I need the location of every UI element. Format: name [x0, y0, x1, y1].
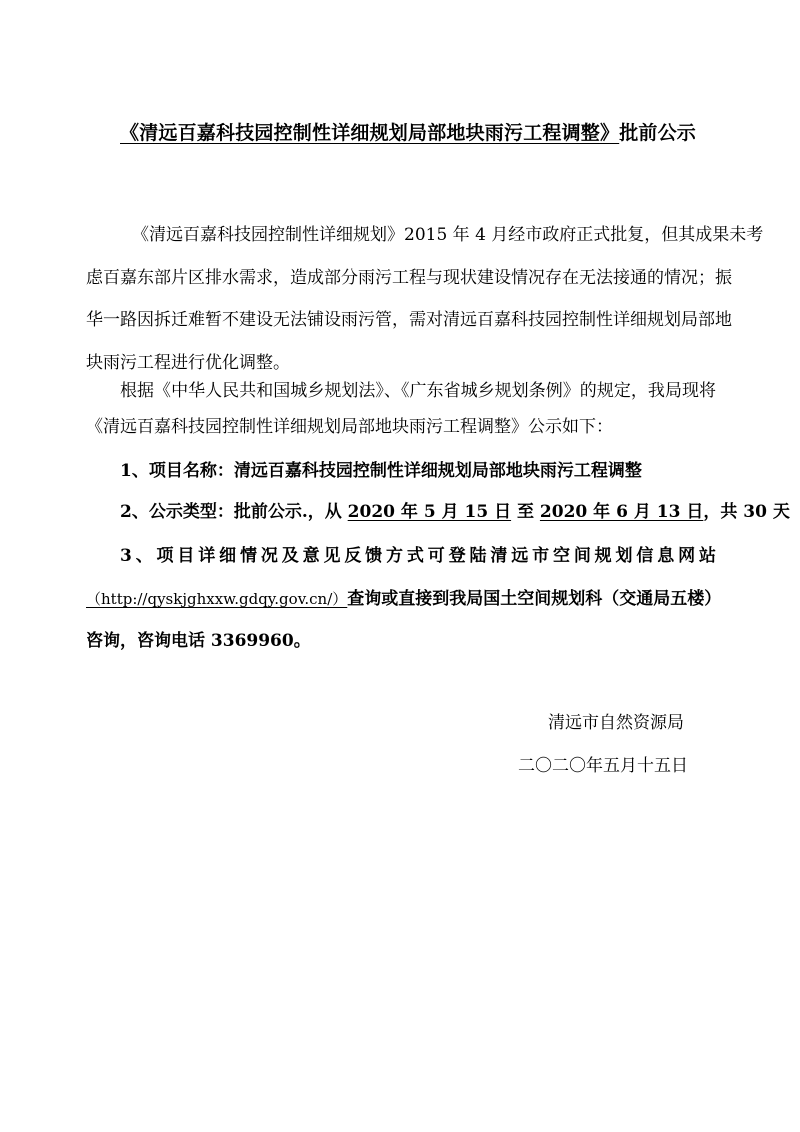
item3-line-2	[86, 584, 721, 609]
page-title	[120, 118, 720, 145]
para1-line-1: 《清远百嘉科技园控制性详细规划》2015 年 4 月经市政府正式批复，但其成果未考	[132, 225, 764, 245]
para2-line-1: 根据《中华人民共和国城乡规划法》、《广东省城乡规划条例》的规定，我局现将	[120, 381, 716, 401]
item2-suffix: ，共 30 天	[703, 502, 790, 522]
item-project-name: 1、项目名称：清远百嘉科技园控制性详细规划局部地块雨污工程调整	[120, 461, 642, 481]
item2-prefix: 2、公示类型：批前公示.，从	[120, 502, 348, 522]
para2-line-2: 《清远百嘉科技园控制性详细规划局部地块雨污工程调整》公示如下：	[86, 417, 613, 437]
para1-line-3: 华一路因拆迁难暂不建设无法铺设雨污管，需对清远百嘉科技园控制性详细规划局部地	[86, 310, 732, 330]
item2-mid: 至	[511, 502, 540, 522]
para1-line-4: 块雨污工程进行优化调整。	[86, 353, 290, 373]
item3-line-3: 咨询，咨询电话 3369960。	[86, 631, 311, 651]
para1-line-2: 虑百嘉东部片区排水需求，造成部分雨污工程与现状建设情况存在无法接通的情况；振	[86, 268, 732, 288]
title-underlined: 《清远百嘉科技园控制性详细规划局部地块雨污工程调整》	[120, 122, 620, 144]
title-suffix: 批前公示	[619, 122, 697, 144]
website-link[interactable]: （http://qyskjghxxw.gdqy.gov.cn/）	[86, 590, 348, 608]
item-notice-type	[120, 497, 790, 522]
signature-org: 清远市自然资源局	[548, 713, 684, 733]
item2-start-date: 2020 年 5 月 15 日	[347, 502, 512, 522]
item2-end-date: 2020 年 6 月 13 日	[539, 502, 704, 522]
item3-line-2-rest: 查询或直接到我局国土空间规划科（交通局五楼）	[347, 589, 722, 609]
signature-date: 二〇二〇年五月十五日	[518, 756, 688, 776]
item3-line-1: 3、项目详细情况及意见反馈方式可登陆清远市空间规划信息网站	[120, 546, 716, 566]
